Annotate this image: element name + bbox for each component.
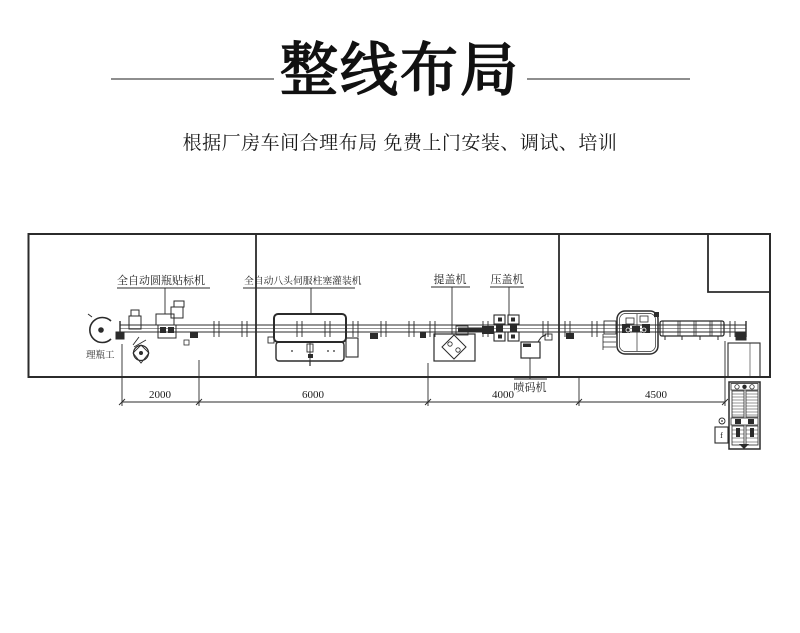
dim-section1: 2000 (149, 389, 171, 401)
conveyor-right-drive (736, 333, 746, 340)
dimension-extension-lines (122, 341, 725, 406)
page-title: 整线布局 (279, 38, 520, 103)
dim-section2: 6000 (302, 389, 324, 401)
conveyor-motor-boxes (190, 332, 574, 339)
filling-machine-callout (243, 274, 362, 314)
conveyor-left-drive (116, 332, 124, 339)
marker-f-label: f (720, 431, 723, 440)
labeling-machine-callout (117, 273, 210, 314)
inkjet-coder-label: 喷码机 (513, 382, 547, 394)
filling-machine (268, 314, 358, 366)
label-reel-frame (133, 337, 149, 363)
inkjet-coder (521, 334, 552, 358)
capping-machine-label: 压盖机 (490, 274, 524, 286)
cap-lifter-machine (434, 326, 494, 361)
accumulation-conveyor (660, 321, 724, 340)
coder-printhead (545, 334, 552, 340)
cap-lifter-label: 提盖机 (433, 274, 467, 286)
page-subtitle: 根据厂房车间合理布局 免费上门安装、调试、培训 (182, 133, 618, 154)
main-conveyor (116, 321, 746, 340)
worker-station-label: 理瓶工 (86, 351, 115, 361)
cap-feed-block (482, 326, 494, 334)
packing-machine (715, 343, 760, 449)
capping-machine-callout (490, 272, 524, 315)
filling-machine-label: 全自动八头伺服柱塞灌装机 (244, 276, 362, 287)
factory-room-walls (29, 234, 771, 377)
packer-infeed-frame (728, 343, 760, 377)
capping-machine (494, 315, 519, 341)
dim-section3: 4000 (492, 389, 514, 401)
room-outline (29, 234, 771, 377)
filler-side-cabinet (346, 338, 358, 357)
labeling-machine (129, 301, 189, 347)
cap-chute-rail (458, 328, 482, 333)
dim-section4: 4500 (645, 389, 667, 401)
service-steps (603, 334, 616, 350)
labeling-machine-label: 全自动圆瓶贴标机 (117, 275, 205, 287)
corner-room-wall (708, 234, 770, 292)
